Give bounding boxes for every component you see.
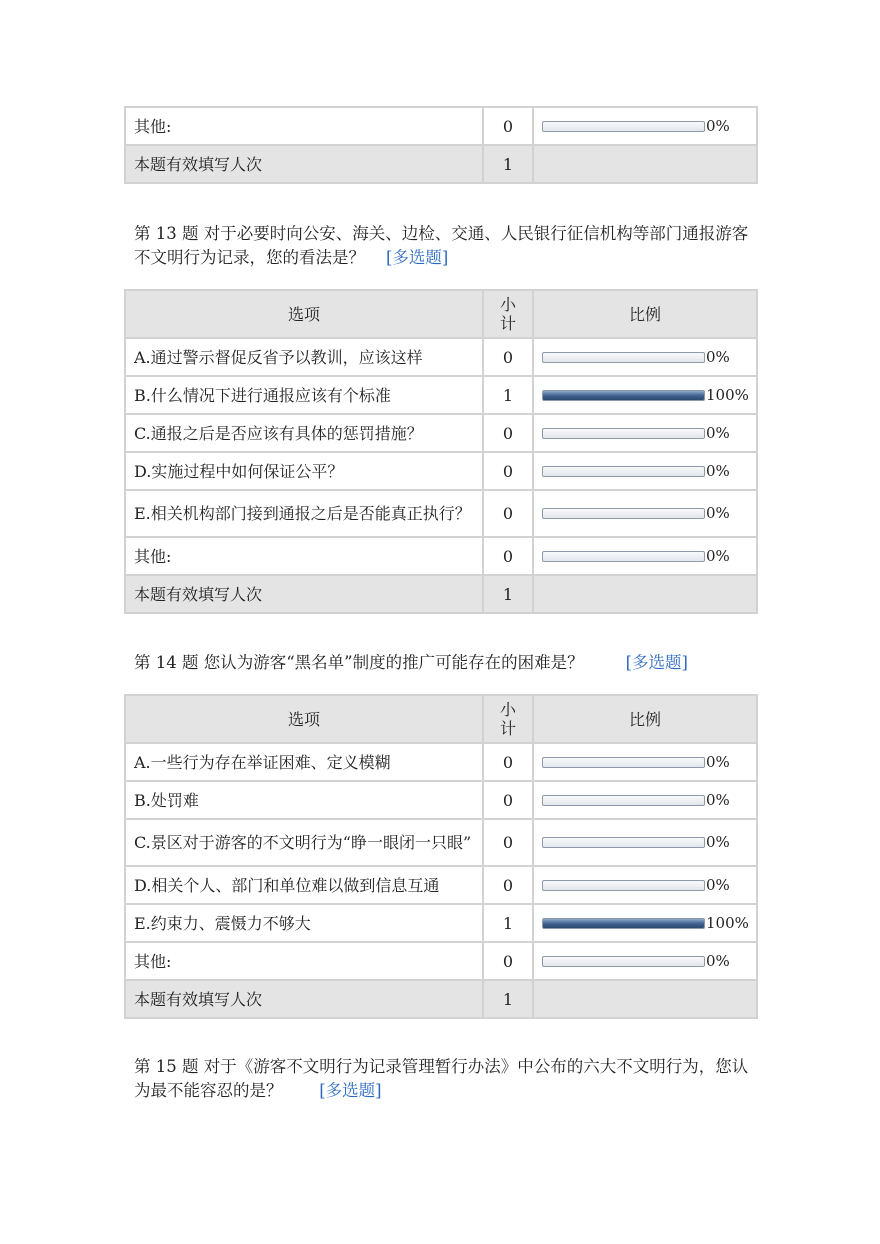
- ratio-percent: 0%: [706, 423, 730, 442]
- table-row: [125, 866, 757, 904]
- progress-bar: [542, 795, 705, 806]
- ratio-cell: [533, 107, 757, 145]
- table-row: [125, 537, 757, 575]
- q13-result-table: [124, 289, 758, 614]
- progress-bar: [542, 551, 705, 562]
- progress-bar: [542, 428, 705, 439]
- progress-bar: [542, 757, 705, 768]
- ratio-percent: 0%: [706, 347, 730, 366]
- progress-bar-fill: [543, 391, 704, 400]
- question-text: 第 14 题 您认为游客“黑名单”制度的推广可能存在的困难是？: [134, 653, 584, 672]
- option-label: C.通报之后是否应该有具体的惩罚措施？: [125, 414, 483, 452]
- ratio-cell: [533, 819, 757, 866]
- question-13-title: [134, 222, 754, 270]
- option-label: E.约束力、震慑力不够大: [125, 904, 483, 942]
- question-15-title: [134, 1055, 754, 1103]
- table-row: [125, 452, 757, 490]
- table-header-row: [125, 695, 757, 743]
- option-count: 0: [483, 781, 533, 819]
- header-count: 小 计: [483, 695, 533, 743]
- progress-bar: [542, 837, 705, 848]
- ratio-percent: 0%: [706, 790, 730, 809]
- total-empty-cell: [533, 575, 757, 613]
- progress-bar: [542, 880, 705, 891]
- option-label: A.一些行为存在举证困难、定义模糊: [125, 743, 483, 781]
- total-label: 本题有效填写人次: [125, 575, 483, 613]
- ratio-percent: 0%: [706, 951, 730, 970]
- progress-bar: [542, 508, 705, 519]
- header-option: 选项: [125, 695, 483, 743]
- ratio-cell: [533, 490, 757, 537]
- question-type-link[interactable]: [多选题]: [319, 1081, 382, 1100]
- progress-bar: [542, 466, 705, 477]
- table-row: [125, 781, 757, 819]
- total-count: 1: [483, 145, 533, 183]
- header-ratio: 比例: [533, 290, 757, 338]
- option-count: 0: [483, 537, 533, 575]
- option-count: 0: [483, 942, 533, 980]
- ratio-cell: [533, 866, 757, 904]
- question-type-link[interactable]: [多选题]: [385, 248, 449, 267]
- header-ratio: 比例: [533, 695, 757, 743]
- option-label: 其他:: [125, 537, 483, 575]
- total-empty-cell: [533, 145, 757, 183]
- ratio-percent: 0%: [706, 752, 730, 771]
- ratio-percent: 100%: [706, 913, 749, 932]
- progress-bar: [542, 390, 705, 401]
- ratio-cell: [533, 414, 757, 452]
- total-label: 本题有效填写人次: [125, 145, 483, 183]
- table-row: [125, 904, 757, 942]
- option-count: 0: [483, 866, 533, 904]
- option-label: 其他:: [125, 107, 483, 145]
- ratio-cell: [533, 743, 757, 781]
- option-label: E.相关机构部门接到通报之后是否能真正执行？: [125, 490, 483, 537]
- ratio-cell: [533, 452, 757, 490]
- option-count: 0: [483, 819, 533, 866]
- ratio-cell: [533, 942, 757, 980]
- table-row: [125, 942, 757, 980]
- total-empty-cell: [533, 980, 757, 1018]
- question-type-link[interactable]: [多选题]: [625, 653, 688, 672]
- question-text: 第 15 题 对于《游客不文明行为记录管理暂行办法》中公布的六大不文明行为，您认为最不能容忍的是？: [134, 1057, 749, 1100]
- ratio-cell: [533, 376, 757, 414]
- option-label: D.相关个人、部门和单位难以做到信息互通: [125, 866, 483, 904]
- total-count: 1: [483, 980, 533, 1018]
- ratio-percent: 0%: [706, 504, 730, 522]
- option-count: 1: [483, 376, 533, 414]
- option-label: D.实施过程中如何保证公平？: [125, 452, 483, 490]
- table-header-row: [125, 290, 757, 338]
- option-count: 0: [483, 338, 533, 376]
- ratio-percent: 0%: [706, 875, 730, 894]
- table-row: [125, 743, 757, 781]
- question-text: 第 13 题 对于必要时向公安、海关、边检、交通、人民银行征信机构等部门通报游客不文明行为记录，您的看法是？: [134, 224, 749, 267]
- table-row: [125, 338, 757, 376]
- header-option: 选项: [125, 290, 483, 338]
- ratio-percent: 0%: [706, 833, 730, 851]
- q14-result-table: [124, 694, 758, 1019]
- option-count: 0: [483, 452, 533, 490]
- option-count: 0: [483, 490, 533, 537]
- progress-bar: [542, 956, 705, 967]
- progress-bar: [542, 121, 705, 132]
- total-label: 本题有效填写人次: [125, 980, 483, 1018]
- progress-bar: [542, 352, 705, 363]
- ratio-cell: [533, 338, 757, 376]
- header-count: 小 计: [483, 290, 533, 338]
- total-count: 1: [483, 575, 533, 613]
- table-row: [125, 107, 757, 145]
- ratio-cell: [533, 781, 757, 819]
- total-row: [125, 575, 757, 613]
- ratio-cell: [533, 904, 757, 942]
- option-label: C.景区对于游客的不文明行为“睁一眼闭一只眼”: [125, 819, 483, 866]
- table-row: [125, 414, 757, 452]
- option-label: B.什么情况下进行通报应该有个标准: [125, 376, 483, 414]
- ratio-percent: 100%: [706, 385, 749, 404]
- option-label: A.通过警示督促反省予以教训，应该这样: [125, 338, 483, 376]
- table-row: [125, 490, 757, 537]
- ratio-percent: 0%: [706, 461, 730, 480]
- option-label: B.处罚难: [125, 781, 483, 819]
- question-14-title: [134, 651, 754, 675]
- table-row: [125, 376, 757, 414]
- ratio-percent: 0%: [706, 116, 730, 135]
- total-row: [125, 980, 757, 1018]
- table-row: [125, 819, 757, 866]
- ratio-cell: [533, 537, 757, 575]
- option-count: 0: [483, 107, 533, 145]
- progress-bar: [542, 918, 705, 929]
- ratio-percent: 0%: [706, 546, 730, 565]
- option-count: 1: [483, 904, 533, 942]
- option-count: 0: [483, 414, 533, 452]
- total-row: [125, 145, 757, 183]
- progress-bar-fill: [543, 919, 704, 928]
- option-count: 0: [483, 743, 533, 781]
- option-label: 其他:: [125, 942, 483, 980]
- q12-result-table: [124, 106, 758, 184]
